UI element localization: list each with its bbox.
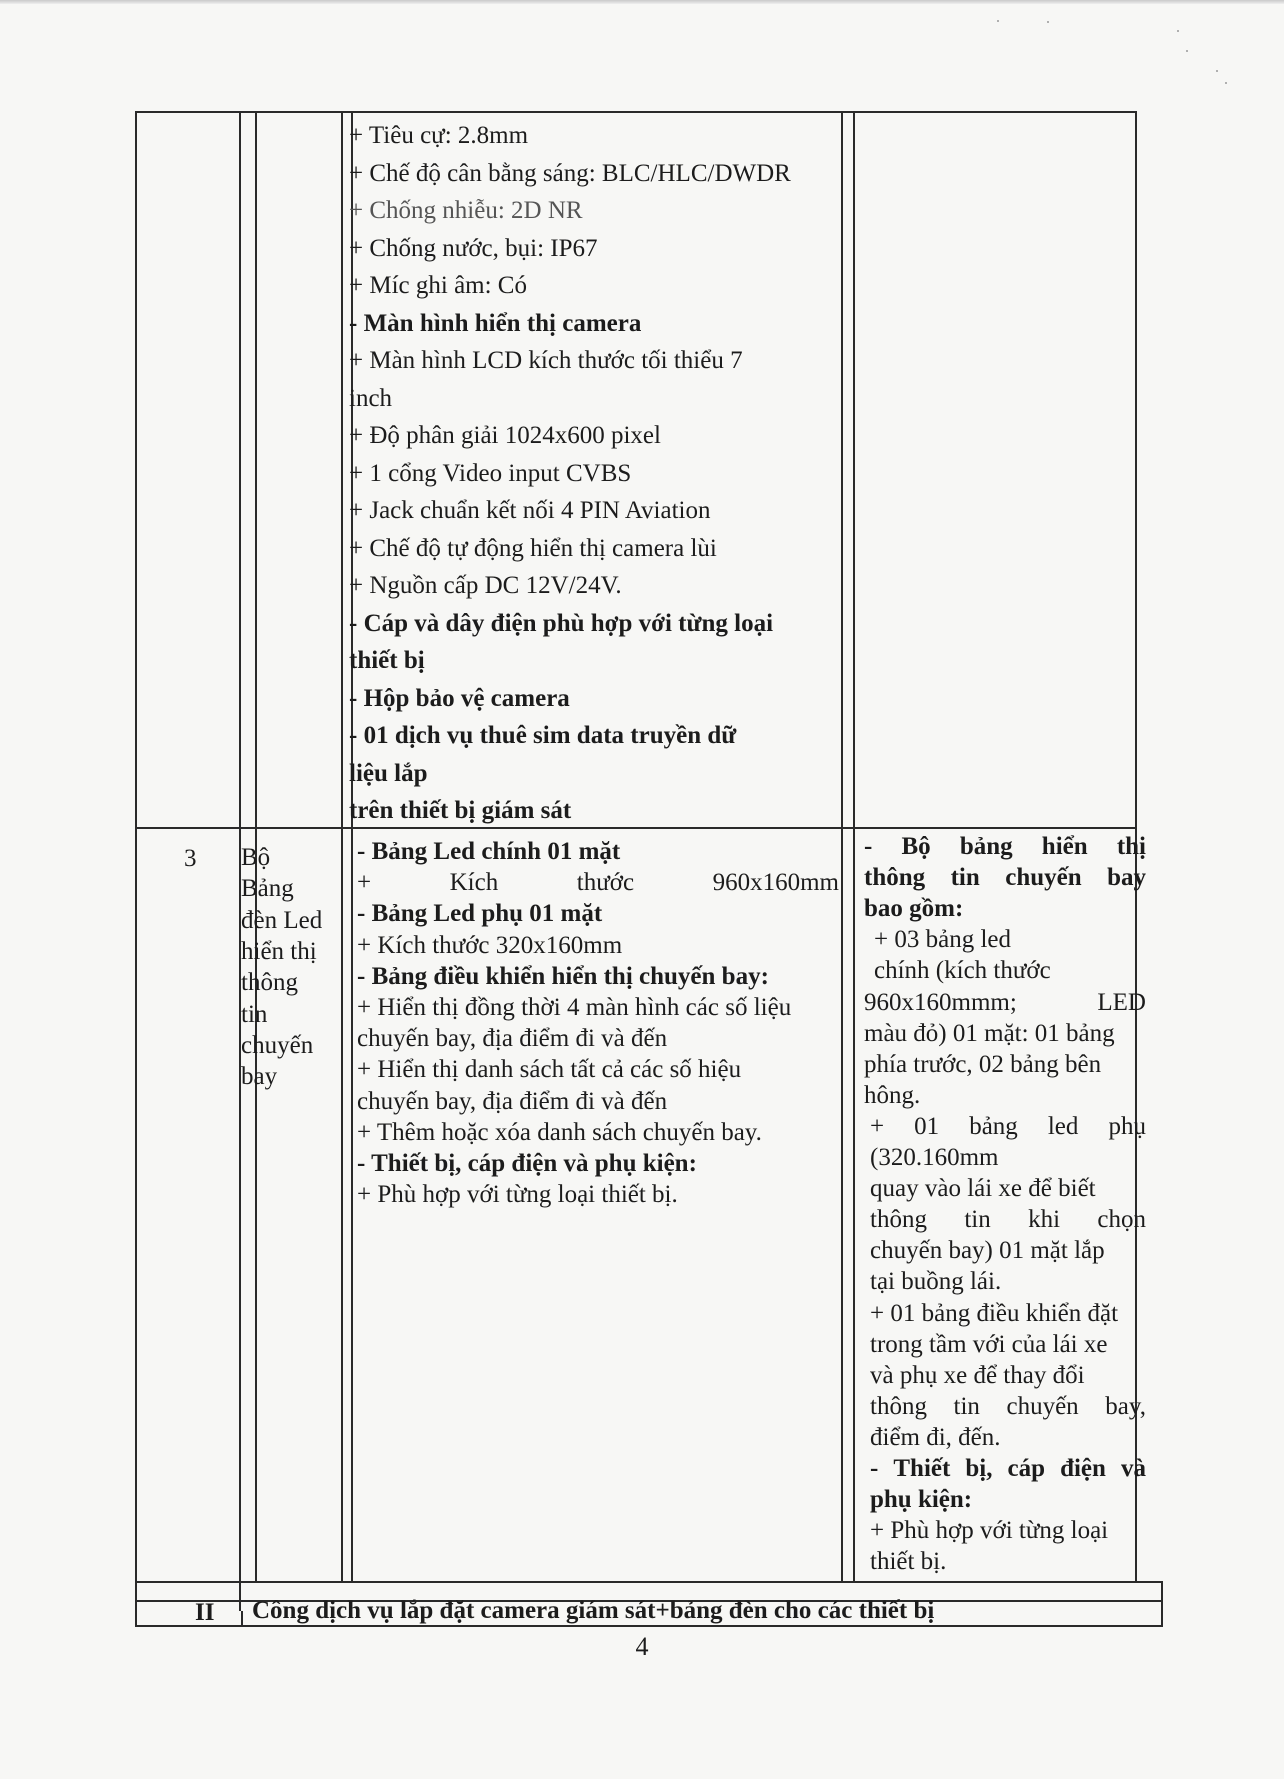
table-border-left	[135, 111, 137, 1627]
row3-note-line: tại buồng lái.	[870, 1268, 1002, 1296]
row3-note-word: chuyến	[1006, 1392, 1079, 1420]
row3-spec-line: chuyến bay, địa điểm đi và đến	[357, 1087, 668, 1115]
continuation-line: - Hộp bảo vệ camera	[349, 684, 570, 712]
continuation-line: - Cáp và dây điện phù hợp với từng loại	[349, 609, 774, 637]
row3-note-line: trong tầm với của lái xe	[870, 1330, 1108, 1358]
row3-note-line: chính (kích thước	[874, 957, 1051, 985]
row3-note-word: bay,	[1105, 1392, 1146, 1420]
row3-note-word: bị,	[965, 1455, 993, 1482]
row3-note-line	[864, 832, 1146, 862]
row3-note-line: thiết bị.	[870, 1548, 947, 1576]
continuation-line: thiết bị	[349, 647, 425, 674]
row3-note-word: thông	[864, 864, 926, 892]
row3-stt: 3	[184, 845, 197, 872]
col-divider-name	[341, 111, 343, 1581]
scan-speck	[1216, 70, 1218, 72]
row3-spec-line	[357, 868, 839, 898]
row3-note-line: (320.160mm	[870, 1144, 999, 1171]
row3-spec-line: + Kích thước 320x160mm	[357, 931, 623, 959]
scan-speck	[1225, 82, 1227, 84]
row3-note-line: chuyến bay) 01 mặt lắp	[870, 1237, 1105, 1265]
row3-note-word: chọn	[1097, 1206, 1146, 1234]
row3-name-line: chuyến	[241, 1031, 314, 1059]
continuation-line: + Tiêu cự: 2.8mm	[349, 122, 529, 149]
continuation-line: + Chống nhiễu: 2D NR	[349, 197, 583, 224]
continuation-line: - 01 dịch vụ thuê sim data truyền dữ	[349, 722, 737, 749]
row3-note-line	[864, 863, 1146, 893]
row3-note-line: hông.	[864, 1081, 921, 1109]
row3-note-word: cáp	[1007, 1455, 1046, 1482]
row3-note-line: bao gồm:	[864, 895, 964, 923]
continuation-line: + Nguồn cấp DC 12V/24V.	[349, 572, 622, 599]
row3-spec-line: chuyến bay, địa điểm đi và đến	[357, 1025, 668, 1053]
row3-note-word: LED	[1097, 988, 1146, 1016]
continuation-line: + Màn hình LCD kích thước tối thiểu 7	[349, 347, 743, 374]
row3-note-word: và	[1120, 1455, 1146, 1482]
row3-spec-word: thước	[576, 869, 635, 897]
row3-name-line: Bộ	[241, 844, 271, 871]
row3-note-word: khi	[1028, 1206, 1061, 1234]
continuation-line: + Jack chuẩn kết nối 4 PIN Aviation	[349, 497, 711, 524]
row3-note-word: bảng	[959, 833, 1013, 860]
row3-note-word: tin	[953, 1392, 980, 1420]
row3-spec-line: + Thêm hoặc xóa danh sách chuyến bay.	[357, 1118, 762, 1146]
row3-note-word: -	[864, 833, 873, 860]
continuation-line: + Độ phân giải 1024x600 pixel	[349, 422, 661, 449]
row3-note-line: phụ kiện:	[870, 1486, 973, 1514]
row3-note-word: thông	[870, 1392, 927, 1420]
row3-note-word: +	[870, 1112, 885, 1140]
row3-note-word: bay	[1107, 864, 1146, 892]
continuation-line: + 1 cổng Video input CVBS	[349, 459, 632, 487]
row3-note-word: tin	[964, 1206, 991, 1234]
row3-name-line: thông	[241, 969, 298, 997]
row-divider-3	[135, 827, 1135, 829]
row3-note-word: phụ	[1108, 1112, 1146, 1140]
row3-note-word: Thiết	[893, 1455, 951, 1482]
row3-spec-word: +	[357, 869, 372, 897]
continuation-line: + Míc ghi âm: Có	[349, 272, 527, 299]
scan-speck	[1186, 50, 1188, 52]
row3-spec-line: - Bảng điều khiển hiển thị chuyến bay:	[357, 962, 769, 990]
row3-note-line: và phụ xe để thay đổi	[870, 1361, 1085, 1389]
row3-note-word: thông	[870, 1206, 927, 1234]
row3-spec-line: + Hiển thị danh sách tất cả các số hiệu	[357, 1056, 742, 1084]
row3-note-word: Bộ	[901, 833, 931, 860]
row3-note-word: tin	[950, 864, 980, 892]
row3-name-line: đèn Led	[241, 906, 323, 934]
row3-name-line: Bảng	[241, 875, 294, 903]
row3-note-word: led	[1047, 1112, 1079, 1140]
row3-spec-line: + Hiển thị đồng thời 4 màn hình các số liệu	[357, 994, 792, 1021]
row3-spec-line: - Bảng Led phụ 01 mặt	[357, 900, 603, 928]
table-border-top	[135, 111, 1135, 113]
continuation-line: trên thiết bị giám sát	[349, 797, 572, 824]
continuation-line: inch	[349, 384, 393, 412]
row3-note-line: điểm đi, đến.	[870, 1423, 1001, 1451]
row3-note-line	[870, 1454, 1146, 1484]
row3-note-word: chuyến	[1005, 864, 1082, 892]
section-ii-roman: II	[195, 1599, 215, 1626]
row3-note-line: quay vào lái xe để biết	[870, 1175, 1096, 1203]
row3-note-word: điện	[1060, 1455, 1106, 1482]
row3-note-line: phía trước, 02 bảng bên	[864, 1050, 1102, 1078]
row3-note-word: thị	[1116, 833, 1146, 860]
row3-name-line: tin	[241, 1000, 268, 1028]
table-border-right-ii	[1161, 1581, 1163, 1627]
scan-speck	[1177, 30, 1179, 32]
row3-name-line: hiển thị	[241, 937, 317, 965]
row3-note-line: + Phù hợp với từng loại	[870, 1517, 1109, 1545]
row3-note-word: 01	[914, 1112, 940, 1140]
row3-note-line	[870, 1392, 1146, 1422]
continuation-line: + Chế độ cân bằng sáng: BLC/HLC/DWDR	[349, 159, 791, 187]
col-divider-note-left	[853, 111, 855, 1581]
row3-note-word: hiển	[1041, 833, 1088, 860]
row3-spec-word: Kích	[449, 869, 499, 897]
row3-spec-line: - Thiết bị, cáp điện và phụ kiện:	[357, 1150, 697, 1177]
row3-note-line: màu đỏ) 01 mặt: 01 bảng	[864, 1019, 1115, 1047]
row3-spec-word: 960x160mm	[712, 869, 839, 897]
row-divider-ii-top	[135, 1581, 1163, 1583]
row3-note-line	[870, 1112, 1146, 1142]
row3-note-line: + 03 bảng led	[874, 926, 1011, 954]
row3-note-word: bảng	[969, 1112, 1018, 1140]
section-ii-title: Công dịch vụ lắp đặt camera giám sát+bảng đèn cho các thiết bị	[252, 1597, 935, 1624]
row3-spec-line: + Phù hợp với từng loại thiết bị.	[357, 1181, 678, 1209]
row3-spec-line: - Bảng Led chính 01 mặt	[357, 838, 621, 865]
row3-note-word: 960x160mmm;	[864, 988, 1017, 1016]
scan-top-edge	[0, 0, 1284, 4]
row3-note-line	[864, 988, 1146, 1018]
continuation-line: - Màn hình hiển thị camera	[349, 309, 642, 337]
row3-note-line	[870, 1205, 1146, 1235]
scan-speck	[997, 20, 999, 22]
row3-note-line: + 01 bảng điều khiển đặt	[870, 1299, 1119, 1327]
continuation-line: + Chống nước, bụi: IP67	[349, 234, 598, 262]
col-divider-spec	[841, 111, 843, 1581]
continuation-line: liệu lắp	[349, 759, 428, 787]
page-number: 4	[635, 1632, 649, 1661]
continuation-line: + Chế độ tự động hiển thị camera lùi	[349, 534, 717, 562]
row3-note-word: -	[870, 1455, 879, 1482]
scan-speck	[1047, 21, 1049, 23]
row3-name-line: bay	[241, 1063, 278, 1091]
